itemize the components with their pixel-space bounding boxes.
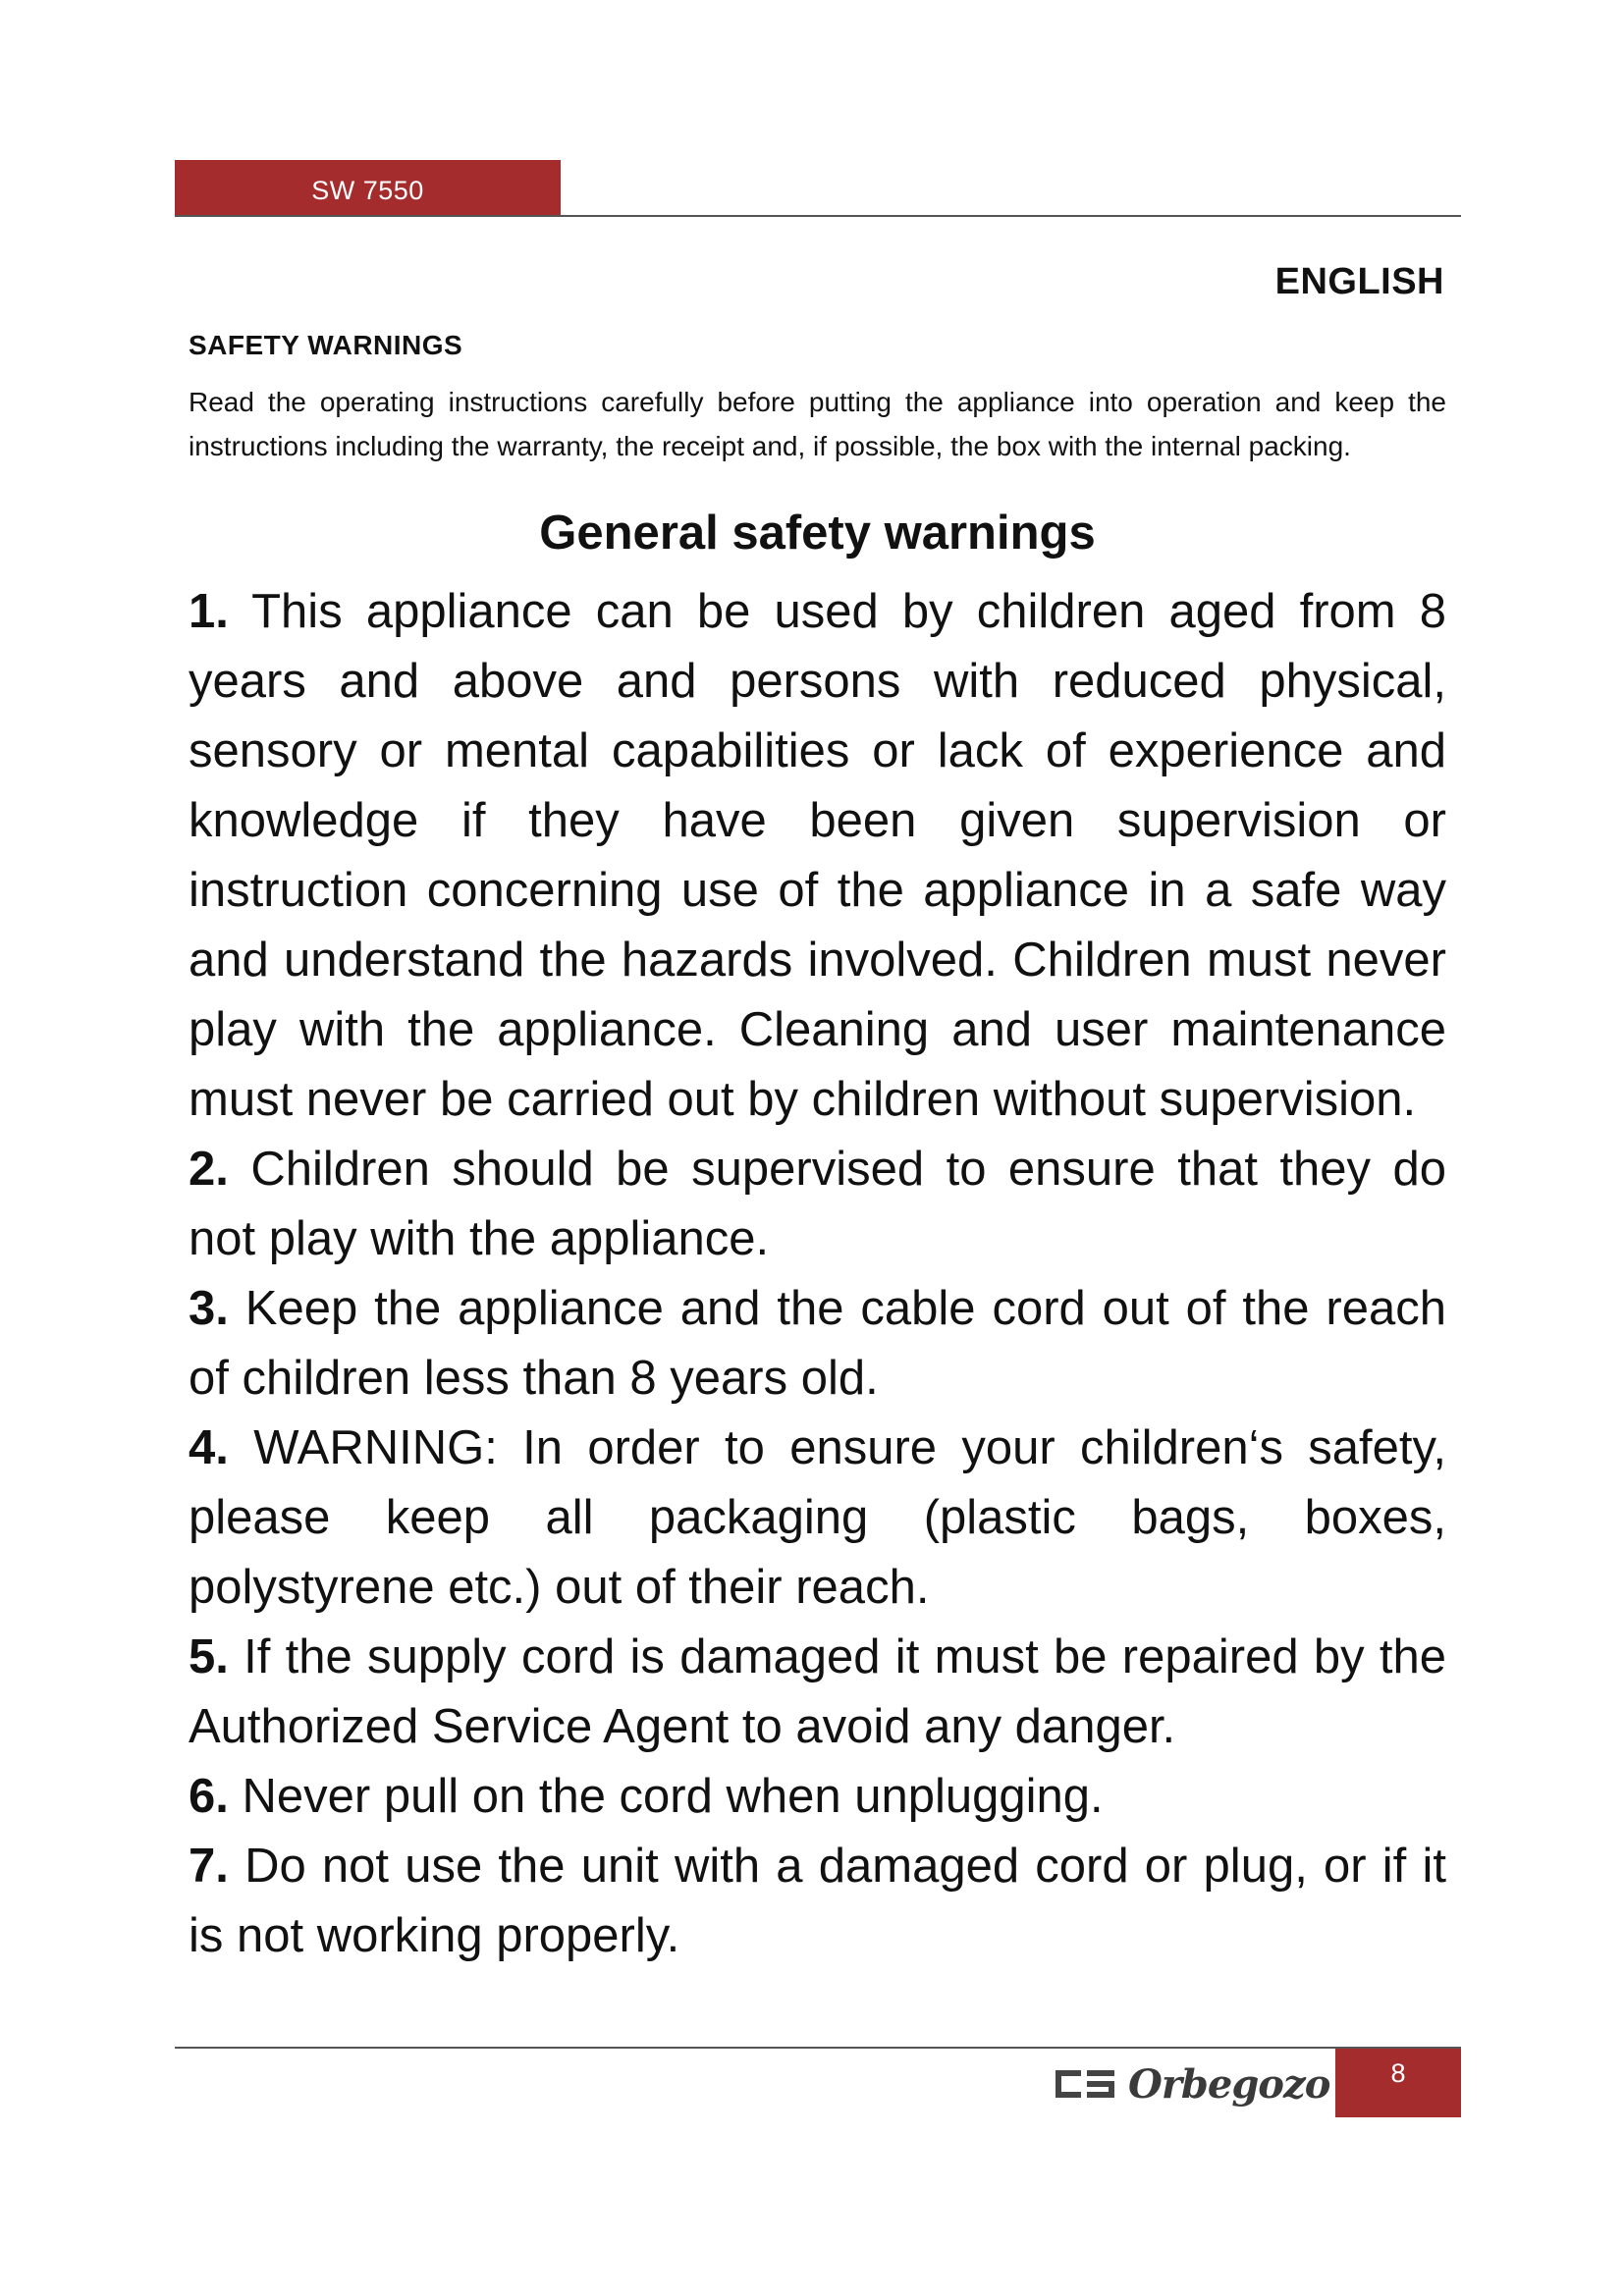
model-tab: [175, 160, 561, 216]
warning-item: [189, 1762, 1446, 1832]
page-number: 8: [1390, 2058, 1406, 2088]
page-number-box: [1335, 2049, 1461, 2117]
warning-number: 6.: [189, 1770, 229, 1823]
warning-text: Do not use the unit with a damaged cord or plug, or if it is not working properly.: [189, 1840, 1446, 1962]
warnings-list: [189, 577, 1446, 1971]
warning-text: Children should be supervised to ensure that they do not play with the appliance.: [189, 1143, 1446, 1265]
warning-text: This appliance can be used by children aged from 8 years and above and persons with reduced physical, sensory or mental capabilities or lack of experience and knowledge if they have been given supervision or instruction concerning use of the appliance in a safe way and understand the hazards involved. Children must never play with the appliance. Cleaning and user maintenance must never be carried out by children without supervision.: [189, 585, 1446, 1126]
brand-name: Orbegozo: [1128, 2060, 1330, 2108]
brand-logo: [1056, 2059, 1329, 2109]
warning-number: 4.: [189, 1421, 229, 1474]
subheading: General safety warnings: [539, 507, 1096, 560]
warning-text: If the supply cord is damaged it must be repaired by the Authorized Service Agent to avoid any danger.: [189, 1630, 1446, 1753]
section-title: SAFETY WARNINGS: [189, 330, 463, 360]
header-divider: [175, 215, 1461, 217]
warning-number: 2.: [189, 1143, 229, 1196]
warning-item: [189, 1274, 1446, 1414]
warning-number: 5.: [189, 1630, 229, 1683]
warning-text: Keep the appliance and the cable cord out of the reach of children less than 8 years old.: [189, 1282, 1446, 1405]
warning-item: [189, 1135, 1446, 1274]
warning-number: 3.: [189, 1282, 229, 1335]
language-label: ENGLISH: [1274, 261, 1444, 302]
warning-item: [189, 1832, 1446, 1971]
intro-paragraph: Read the operating instructions carefully before putting the appliance into operation and keep the instructions including the warranty, the receipt and, if possible, the box with the internal packing.: [189, 387, 1446, 461]
warning-text: Never pull on the cord when unplugging.: [242, 1770, 1104, 1823]
warning-item: [189, 1623, 1446, 1762]
footer-divider: [175, 2047, 1461, 2049]
warning-number: 1.: [189, 585, 229, 638]
warning-text: WARNING: In order to ensure your children‘s safety, please keep all packaging (plastic bags, boxes, polystyrene etc.) out of their reach.: [189, 1421, 1446, 1614]
warning-item: [189, 1414, 1446, 1623]
warning-number: 7.: [189, 1840, 229, 1893]
model-label: SW 7550: [311, 176, 424, 205]
warning-item: [189, 577, 1446, 1135]
brand-mark-icon: [1056, 2070, 1114, 2098]
